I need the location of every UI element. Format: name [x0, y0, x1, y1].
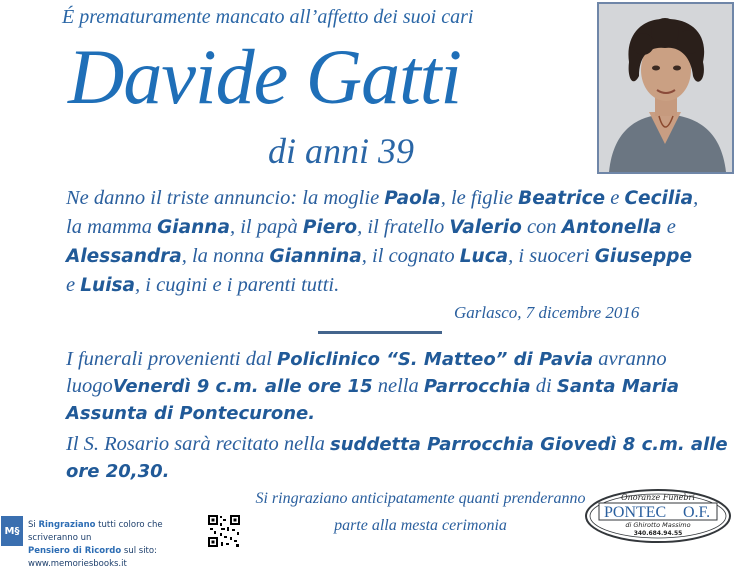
- rosary-highlight: suddetta Parrocchia Giovedì 8 c.m. alle ore 20,30.: [66, 434, 728, 482]
- place-date: Garlasco, 7 dicembre 2016: [454, 303, 640, 322]
- announcement-text: , il papà: [229, 216, 303, 238]
- funeral-highlight: Parrocchia: [423, 376, 531, 397]
- announcement-text: e: [605, 187, 625, 209]
- funeral-highlight: Venerdì 9 c.m. alle ore 15: [112, 376, 373, 397]
- funeral-details: [66, 346, 736, 485]
- relative-name: Cecilia: [624, 188, 694, 209]
- portrait-photo: [597, 2, 734, 174]
- announcement-text: e: [66, 274, 81, 296]
- funeral-text: avranno luogo: [66, 348, 667, 397]
- footer-message: [28, 519, 208, 571]
- age-line: di anni 39: [268, 131, 415, 171]
- announcement-text: con: [521, 216, 562, 238]
- funeral-highlight: Santa Maria Assunta di Pontecurone.: [66, 376, 680, 424]
- announcement-text: , i suoceri: [508, 245, 595, 267]
- relative-name: Valerio: [449, 217, 522, 238]
- funeral-text: di: [530, 375, 557, 397]
- announcement-text: , il cognato: [361, 245, 460, 267]
- relative-name: Giuseppe: [594, 246, 692, 267]
- divider: [318, 331, 442, 334]
- relative-name: Gianna: [157, 217, 230, 238]
- funeral-home-badge: [583, 485, 733, 545]
- footer-text-part: sul sito: www.memoriesbooks.it: [28, 546, 157, 569]
- relative-name: Paola: [384, 188, 441, 209]
- relative-name: Antonella: [561, 217, 662, 238]
- relative-name: Beatrice: [518, 188, 606, 209]
- funeral-home-logo: [583, 485, 733, 545]
- announcement-text: e: [661, 216, 676, 238]
- announcement-text: , la nonna: [181, 245, 270, 267]
- announcement-text: , le figlie: [440, 187, 519, 209]
- qr-code: [207, 514, 241, 548]
- funeral-paragraph: [66, 346, 736, 427]
- rosary-text: Il S. Rosario sarà recitato nella: [66, 433, 331, 455]
- rosary-paragraph: [66, 431, 736, 485]
- announcement-text: Ne danno il triste annuncio: la moglie: [66, 187, 385, 209]
- relative-name: Alessandra: [66, 246, 182, 267]
- relative-name: Luca: [459, 246, 509, 267]
- funeral-text: I funerali provenienti dal: [66, 348, 278, 370]
- relative-name: Luisa: [80, 275, 136, 296]
- funeral-text: nella: [372, 375, 424, 397]
- thanks-note: Si ringraziano anticipatamente quanti prenderanno parte alla mesta cerimonia: [255, 490, 586, 534]
- relative-name: Piero: [302, 217, 358, 238]
- announcement-text: , il fratello: [357, 216, 450, 238]
- portrait-illustration: [599, 4, 732, 172]
- badge-brand: PONTEC: [604, 504, 667, 521]
- funeral-highlight: Policlinico “S. Matteo” di Pavia: [277, 349, 594, 370]
- relative-name: Giannina: [269, 246, 362, 267]
- badge-phone: 340.684.94.55: [633, 530, 683, 537]
- memoriesbooks-logo: M§: [1, 516, 23, 546]
- footer-highlight: Pensiero di Ricordo: [28, 546, 122, 556]
- badge-owner: di Ghirotto Massimo: [625, 521, 691, 529]
- announcement-text: , la mamma: [66, 187, 699, 238]
- badge-suffix: O.F.: [683, 504, 711, 521]
- intro-line: É prematuramente mancato all’affetto dei suoi cari: [62, 6, 474, 28]
- footer-text-part: Si: [28, 520, 39, 530]
- badge-top: Onoranze Funebri: [621, 493, 695, 502]
- deceased-name: Davide Gatti: [68, 33, 462, 120]
- footer-text-part: tutti coloro che scriveranno un: [28, 520, 163, 543]
- announcement-paragraph: [66, 184, 706, 300]
- announcement-text: , i cugini e i parenti tutti.: [135, 274, 340, 296]
- footer-highlight: Ringraziano: [38, 520, 96, 530]
